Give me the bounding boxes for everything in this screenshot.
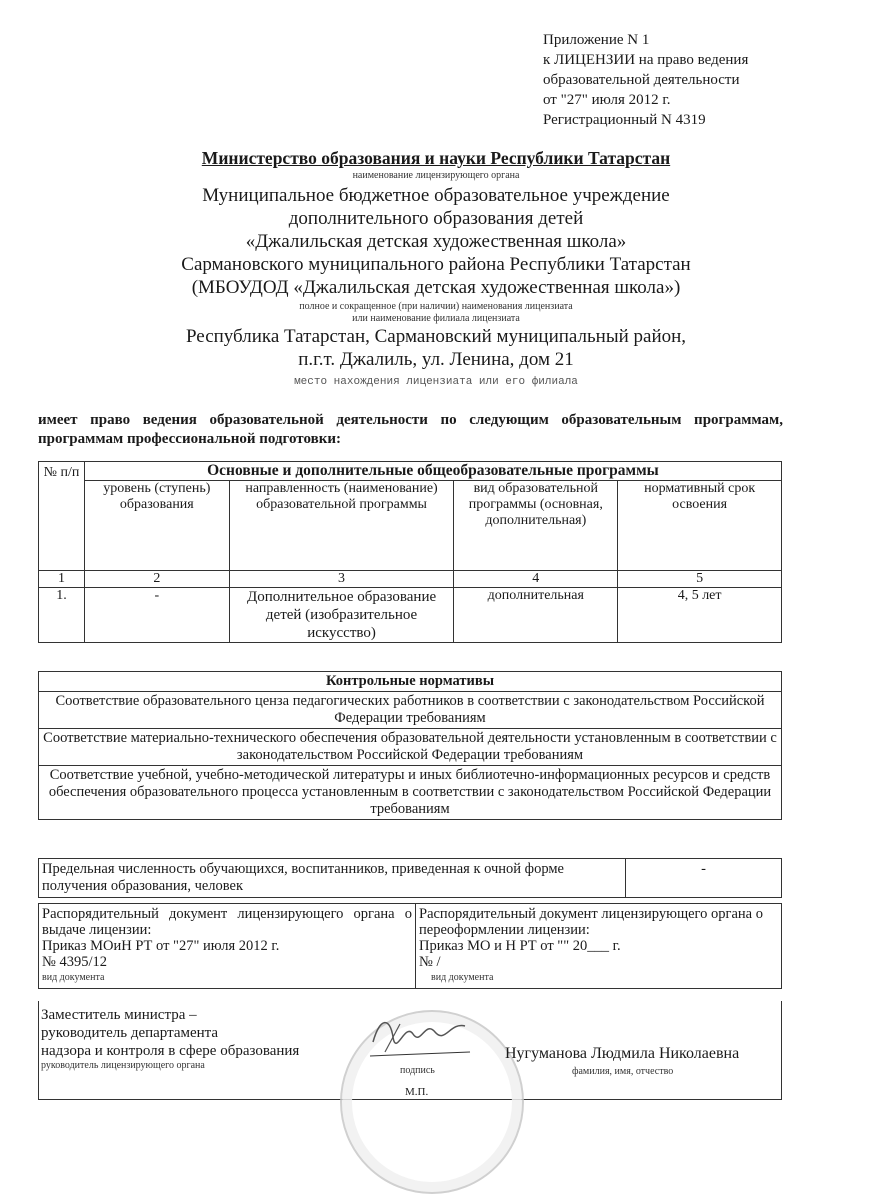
rights-intro: имеет право ведения образовательной деятельности по следующим образовательным программам, программам профессиональной подготовки: <box>38 412 783 447</box>
control-norms-table <box>38 671 782 820</box>
row-direction: Дополнительное образование детей (изобразительное искусство) <box>229 588 454 643</box>
programs-table <box>38 461 782 643</box>
licensing-body-name: Министерство образования и науки Республики Татарстан <box>201 148 671 168</box>
reissue-document-order: Приказ МО и Н РТ от "" 20___ г. <box>419 938 621 954</box>
col-header-term: нормативный срок освоения <box>618 481 782 571</box>
row-num: 1. <box>39 588 85 643</box>
col-header-direction: направленность (наименование) образовательной программы <box>229 481 454 571</box>
row-type: дополнительная <box>454 588 618 643</box>
signatory-name: Нугуманова Людмила Николаевна <box>505 1045 740 1062</box>
col-number: 4 <box>454 571 618 588</box>
col-number: 3 <box>229 571 454 588</box>
reissue-document-caption: вид документа <box>431 972 494 983</box>
appendix-line: Регистрационный N 4319 <box>543 112 706 128</box>
row-level: - <box>84 588 229 643</box>
num-header: № п/п <box>39 462 85 571</box>
signature-caption: подпись <box>400 1065 435 1076</box>
licensing-body-caption: наименование лицензирующего органа <box>352 170 520 181</box>
col-number: 5 <box>618 571 782 588</box>
col-header-type: вид образовательной программы (основная, дополнительная) <box>454 481 618 571</box>
location-caption: место нахождения лицензиата или его филиала <box>294 376 578 388</box>
col-header-level: уровень (ступень) образования <box>84 481 229 571</box>
table-row <box>39 588 782 643</box>
programs-group-header: Основные и дополнительные общеобразовательные программы <box>84 462 781 481</box>
licensee-location: Республика Татарстан, Сармановский муниципальный район, п.г.т. Джалиль, ул. Ленина, дом 21 <box>185 326 687 370</box>
signature-icon <box>365 1012 475 1057</box>
control-norms-header: Контрольные нормативы <box>39 672 782 692</box>
issue-document-caption: вид документа <box>42 972 105 983</box>
col-number: 2 <box>84 571 229 588</box>
col-number: 1 <box>39 571 85 588</box>
reissue-document <box>416 904 782 989</box>
control-norm-row: Соответствие образовательного ценза педагогических работников в соответствии с законодательством Российской Федерации требованиям <box>39 692 782 729</box>
capacity-value: - <box>626 859 782 898</box>
control-norm-row: Соответствие материально-технического обеспечения образовательной деятельности установленным в соответствии с законодательством Российской Федерации требованиям <box>39 729 782 766</box>
capacity-table <box>38 858 782 898</box>
issue-document-number: № 4395/12 <box>42 954 107 970</box>
documents-table <box>38 903 782 989</box>
issue-document-order: Приказ МОиН РТ от "27" июля 2012 г. <box>42 938 280 954</box>
capacity-label: Предельная численность обучающихся, воспитанников, приведенная к очной форме получения образования, человек <box>39 859 626 898</box>
signatory-position: Заместитель министра – руководитель департамента надзора и контроля в сфере образования руководитель лицензирующего органа <box>41 1007 300 1071</box>
appendix-line: к ЛИЦЕНЗИИ на право ведения <box>543 52 749 68</box>
reissue-document-title: Распорядительный документ лицензирующего органа о переоформлении лицензии: <box>419 906 763 938</box>
reissue-document-number: № / <box>419 954 441 970</box>
appendix-line: Приложение N 1 <box>543 32 650 48</box>
issue-document-title: Распорядительный документ лицензирующего органа о выдаче лицензии: <box>42 906 412 938</box>
licensee-caption: полное и сокращенное (при наличии) наименования лицензиата или наименование филиала лицензиата <box>299 301 573 324</box>
appendix-line: образовательной деятельности <box>543 72 740 88</box>
signatory-name-caption: фамилия, имя, отчество <box>572 1066 674 1077</box>
appendix-line: от "27" июля 2012 г. <box>543 92 671 108</box>
appendix-header <box>543 30 748 130</box>
licensee-name: Муниципальное бюджетное образовательное учреждение дополнительного образования детей «Джалильская детская художественная школа» Сармановского муниципального района Республики Татарстан (МБОУДОД «Джалильская детская художественная школа») <box>181 185 691 298</box>
control-norm-row: Соответствие учебной, учебно-методической литературы и иных библиотечно-информационных ресурсов и средств обеспечения образовательного процесса установленным в соответствии с законодательством Российской Федерации требованиям <box>39 766 782 820</box>
seal-caption: М.П. <box>405 1086 429 1098</box>
issue-document <box>39 904 416 989</box>
row-term: 4, 5 лет <box>618 588 782 643</box>
